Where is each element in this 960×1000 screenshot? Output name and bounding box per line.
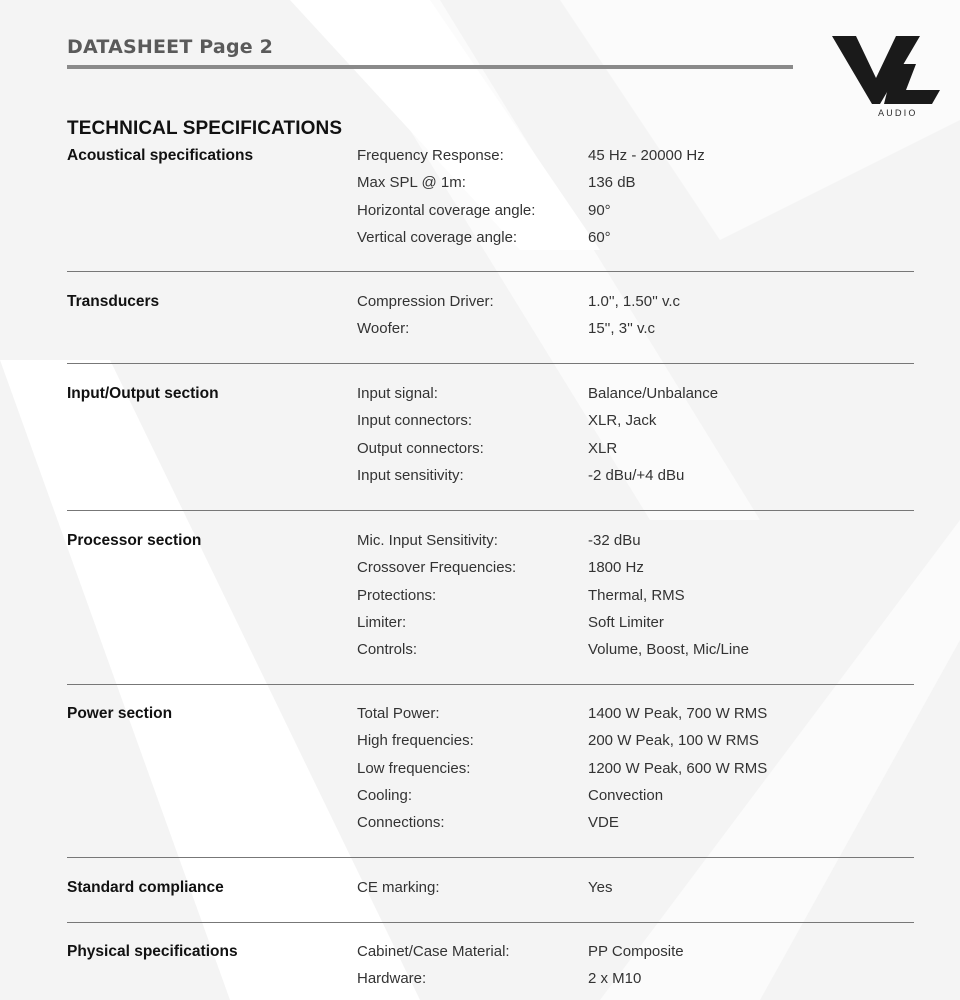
spec-row — [67, 559, 927, 586]
spec-value: XLR — [588, 439, 618, 457]
spec-label: Max SPL @ 1m: — [357, 174, 466, 192]
spec-label: Input connectors: — [357, 412, 473, 430]
spec-value: 90° — [588, 201, 611, 219]
spec-row — [67, 705, 927, 732]
brand-logo — [826, 30, 946, 120]
spec-label: Woofer: — [357, 320, 410, 338]
spec-value: Balance/Unbalance — [588, 385, 719, 402]
spec-label: High frequencies: — [357, 732, 474, 750]
spec-label: Controls: — [357, 641, 418, 659]
spec-label: Compression Driver: — [357, 293, 494, 310]
page-title: DATASHEET Page 2 — [67, 36, 274, 58]
spec-label: Vertical coverage angle: — [357, 228, 518, 246]
spec-row — [67, 440, 927, 467]
spec-label: Low frequencies: — [357, 759, 471, 777]
spec-label: Frequency Response: — [357, 147, 504, 164]
spec-category-title: Transducers — [67, 293, 160, 310]
spec-row — [67, 147, 927, 174]
section-divider — [67, 510, 914, 511]
spec-category-title: Acoustical specifications — [67, 147, 254, 164]
spec-value: XLR, Jack — [588, 412, 657, 430]
spec-label: Hardware: — [357, 970, 427, 988]
spec-value: 200 W Peak, 100 W RMS — [588, 732, 759, 750]
section-divider — [67, 684, 914, 685]
spec-row — [67, 970, 927, 997]
spec-label: Cooling: — [357, 786, 413, 804]
spec-value: Thermal, RMS — [588, 586, 685, 604]
spec-value: -2 dBu/+4 dBu — [588, 466, 685, 484]
spec-label: Horizontal coverage angle: — [357, 201, 536, 219]
spec-value: Convection — [588, 786, 664, 804]
section-divider — [67, 857, 914, 858]
vl-audio-logo-icon — [826, 30, 946, 120]
spec-row — [67, 385, 927, 412]
spec-row — [67, 814, 927, 841]
spec-row — [67, 467, 927, 494]
spec-value: Yes — [588, 879, 613, 896]
spec-category-title: Power section — [67, 705, 173, 722]
spec-row — [67, 320, 927, 347]
spec-row — [67, 943, 927, 970]
spec-label: Protections: — [357, 586, 437, 604]
spec-value: 1.0'', 1.50'' v.c — [588, 293, 681, 310]
spec-label: Output connectors: — [357, 439, 484, 457]
spec-label: Total Power: — [357, 705, 440, 722]
spec-value: Volume, Boost, Mic/Line — [588, 641, 749, 659]
spec-row — [67, 587, 927, 614]
spec-row — [67, 174, 927, 201]
spec-row — [67, 787, 927, 814]
spec-value: 1800 Hz — [588, 559, 644, 577]
spec-label: CE marking: — [357, 879, 440, 896]
spec-category-title: Processor section — [67, 532, 202, 549]
spec-value: 136 dB — [588, 174, 636, 192]
spec-category-title: Standard compliance — [67, 879, 224, 896]
section-divider — [67, 271, 914, 272]
spec-value: Soft Limiter — [588, 613, 664, 631]
spec-value: 15'', 3'' v.c — [588, 320, 656, 338]
spec-value: 1400 W Peak, 700 W RMS — [588, 705, 768, 722]
spec-row — [67, 760, 927, 787]
technical-specifications-heading: TECHNICAL SPECIFICATIONS — [67, 118, 343, 139]
spec-value: PP Composite — [588, 943, 684, 960]
spec-row — [67, 879, 927, 906]
spec-value: 60° — [588, 228, 611, 246]
spec-label: Input sensitivity: — [357, 466, 464, 484]
spec-value: 45 Hz - 20000 Hz — [588, 147, 705, 164]
spec-row — [67, 614, 927, 641]
spec-row — [67, 532, 927, 559]
spec-value: 1200 W Peak, 600 W RMS — [588, 759, 768, 777]
spec-label: Cabinet/Case Material: — [357, 943, 510, 960]
spec-row — [67, 412, 927, 439]
spec-label: Limiter: — [357, 613, 407, 631]
spec-row — [67, 293, 927, 320]
spec-value: 2 x M10 — [588, 970, 642, 988]
spec-row — [67, 202, 927, 229]
spec-category-title: Input/Output section — [67, 385, 219, 402]
spec-row — [67, 732, 927, 759]
section-divider — [67, 922, 914, 923]
spec-label: Input signal: — [357, 385, 438, 402]
spec-row — [67, 229, 927, 256]
spec-label: Connections: — [357, 814, 445, 832]
spec-row — [67, 641, 927, 668]
spec-category-title: Physical specifications — [67, 943, 238, 960]
spec-value: VDE — [588, 814, 619, 832]
spec-label: Crossover Frequencies: — [357, 559, 517, 577]
section-divider — [67, 363, 914, 364]
spec-value: -32 dBu — [588, 532, 641, 549]
spec-label: Mic. Input Sensitivity: — [357, 532, 498, 549]
logo-audio-text: AUDIO — [878, 109, 918, 119]
header-rule — [67, 65, 793, 69]
